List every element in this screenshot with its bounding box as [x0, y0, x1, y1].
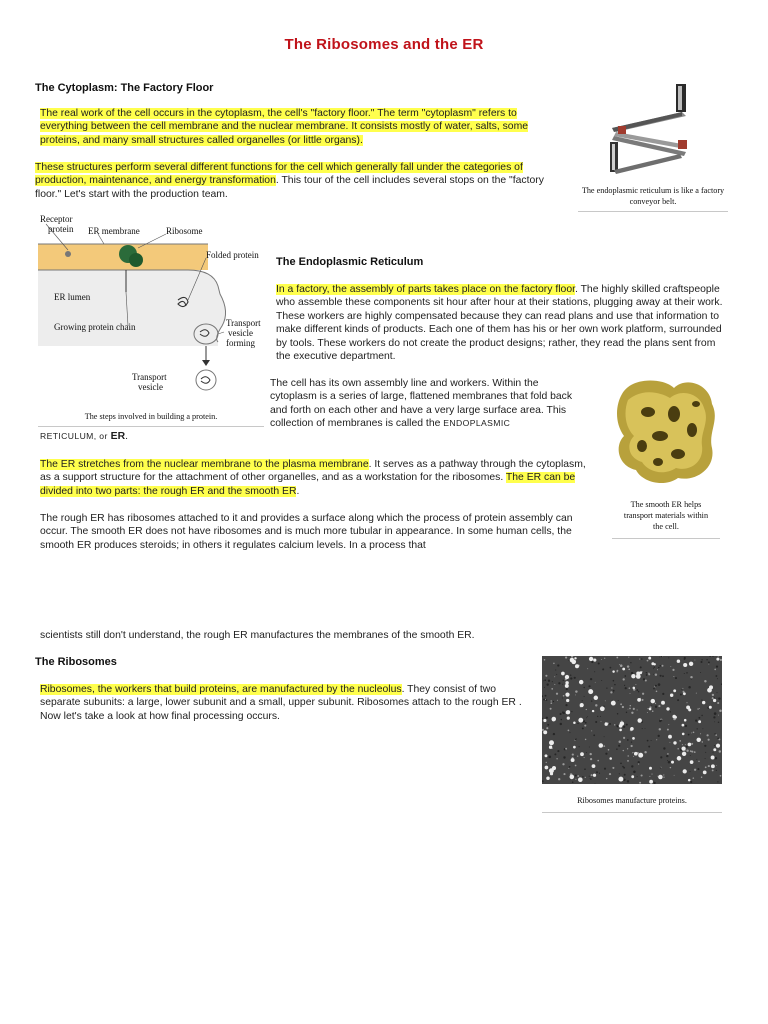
ribosome-particle [578, 718, 583, 723]
ribosome-particle [713, 699, 716, 702]
figure-caption: The smooth ER helps transport materials within the cell. [623, 500, 709, 531]
ribosome-particle [698, 720, 701, 723]
ribosome-particle [573, 746, 576, 749]
ribosome-particle [588, 689, 593, 694]
ribosome-particle [711, 756, 715, 760]
ribosome-particle [543, 719, 546, 722]
ribosome-particle [580, 752, 584, 756]
ribosome-particle [674, 716, 677, 719]
label-er-lumen: ER lumen [54, 292, 91, 302]
ribosome-particle [716, 658, 719, 661]
ribosome-particle [630, 727, 634, 731]
ribosome-particle [637, 718, 641, 722]
ribosome-particle [673, 689, 676, 692]
figure-conveyor-belt [578, 82, 728, 210]
label-folded-protein: Folded protein [206, 250, 259, 260]
label-vesicle-2: vesicle [138, 382, 163, 392]
cytoplasm-paragraph-1 [40, 107, 565, 147]
ribosome-particle [661, 701, 665, 705]
ribosome-particle [620, 721, 624, 725]
ribosome-particle [594, 696, 598, 700]
er-paragraph-1: In a factory, the assembly of parts takes place on the factory floor. The highly skilled craftspeople who assemble these components sit hour after hour at their stations, plugging away at their work. These workers are highly compensated because they can read plans and use that information to make different kinds of products. Each one of them has his or her own work platform, surrounded by tools. These workers do not create the product designs; rather, they read the plans sent from the executive department. [276, 284, 723, 363]
ribosome-particle [631, 674, 635, 678]
ribosome-particle [580, 703, 584, 707]
ribosome-particle [589, 657, 593, 661]
ribosome-particle [683, 692, 686, 695]
ribosome-particle [682, 752, 686, 756]
ribosome-particle [649, 780, 653, 784]
label-ribosome: Ribosome [166, 226, 203, 236]
ribosome-particle [550, 772, 553, 775]
highlight: In a factory, the assembly of parts takes place on the factory floor [276, 284, 575, 295]
highlight: Ribosomes, the workers that build proteins, are manufactured by the nucleolus [40, 684, 402, 695]
ribosome-particle [682, 724, 685, 727]
ribosome-particle [709, 706, 712, 709]
ribosome-particle [651, 699, 655, 703]
ribosome-particle [619, 729, 622, 732]
ribosome-particle [649, 767, 652, 770]
ribosome-particle [688, 743, 692, 747]
ribosome-particle [690, 760, 694, 764]
ribosome-particle [622, 668, 625, 671]
ribosome-particle [636, 674, 641, 679]
ribosome-particle [671, 761, 674, 764]
ribosome-particle [688, 708, 691, 711]
ribosome-particle [633, 687, 636, 690]
ribosome-particle [565, 681, 568, 684]
ribosome-particle [688, 779, 691, 782]
ribosome-particle [546, 777, 550, 781]
ribosome-particle [571, 758, 575, 762]
ribosome-particle [632, 737, 635, 740]
ribosome-particle [612, 670, 614, 672]
ribosome-particle [668, 735, 672, 739]
ribosome-particle [677, 659, 680, 662]
ribosome-particle [573, 722, 576, 725]
ribosome-particle [565, 692, 569, 696]
ribosome-particle [611, 701, 616, 706]
er-paragraph-2: The cell has its own assembly line and workers. Within the cytoplasm is a series of large, flattened membranes that fold back and forth on each other and have a very large surface area. This collection of membranes is called the ENDOPLASMIC [270, 378, 573, 430]
ribosome-particle [649, 708, 652, 711]
ribosome-particle [592, 764, 596, 768]
ribosome-particle [574, 657, 576, 659]
ribosome-particle [631, 775, 634, 778]
ribosome-particle [561, 672, 565, 676]
er-paragraph-3: The ER stretches from the nuclear membrane to the plasma membrane. It serves as a pathway through the cytoplasm, as a support structure for the attachment of other organelles, and as a workstation for the ribosomes. The ER can be divided into two parts: the rough ER and the smooth ER. [40, 459, 586, 497]
ribosome-particle [578, 777, 583, 782]
page-title: The Ribosomes and the ER [284, 36, 484, 53]
ribosome-particle [713, 748, 716, 751]
ribosome-particle [549, 745, 552, 748]
protein-assembly-diagram [38, 214, 264, 406]
er-paragraph-2-end: RETICULUM, or ER. [40, 431, 128, 442]
ribosome-particle [570, 658, 574, 662]
figure-smooth-er [612, 374, 720, 542]
ribosomes-micrograph [542, 656, 722, 784]
conveyor-belt-illustration [578, 82, 728, 178]
figure-ribosomes [542, 656, 722, 814]
ribosome-particle [648, 657, 651, 660]
ribosome-particle [543, 730, 547, 734]
ribosome-particle [658, 775, 663, 780]
caption-divider [542, 812, 722, 813]
ribosome-particle [618, 777, 623, 782]
ribosome-particle [609, 757, 612, 760]
ribosome-particle [545, 754, 548, 757]
ribosome-particle [673, 741, 676, 744]
cytoplasm-heading: The Cytoplasm: The Factory Floor [35, 82, 214, 94]
ribosome-particle [702, 701, 705, 704]
ribosome-particle [579, 680, 583, 684]
ribosome-particle [565, 675, 569, 679]
cytoplasm-paragraph-2: These structures perform several different functions for the cell which generally fall under the categories of production, maintenance, and energy transformation. This tour of the cell includes several stops on the "factory floor." Let's start with the production team. [35, 162, 544, 200]
label-forming: forming [226, 338, 255, 348]
figure-protein-steps [38, 214, 264, 430]
figure-caption: The steps involved in building a protein. [84, 412, 218, 421]
highlight: These structures perform several different functions for the cell which generally fall under the categories of production, maintenance, and energy transformation [35, 162, 523, 187]
ribosome-particle [634, 752, 638, 756]
ribosome-particle [599, 743, 604, 748]
caption-divider [612, 538, 720, 539]
ribosome-particle [683, 769, 687, 773]
ribosome-particle [696, 738, 700, 742]
ribosome-particle [681, 746, 685, 750]
ribosome-particle [670, 694, 673, 697]
er-heading: The Endoplasmic Reticulum [276, 256, 424, 268]
ribosome-particle [545, 766, 549, 770]
term-reticulum: RETICULUM, or [40, 431, 108, 441]
ribosome-particle [716, 744, 720, 748]
ribosome-particle [703, 771, 707, 775]
caption-divider [578, 211, 728, 212]
figure-caption: The endoplasmic reticulum is like a factory conveyor belt. [581, 186, 725, 206]
label-growing-chain: Growing protein chain [54, 322, 136, 332]
ribosomes-heading: The Ribosomes [35, 656, 117, 668]
ribosome-particle [689, 662, 693, 666]
ribosome-particle [651, 662, 654, 665]
ribosome-particle [593, 659, 596, 662]
caption-divider [38, 426, 264, 427]
ribosome-particle [552, 718, 555, 721]
term-er: ER [110, 431, 126, 442]
label-transport: Transport [226, 318, 261, 328]
ribosome-particle [684, 719, 687, 722]
ribosome-particle [683, 663, 687, 667]
ribosome-particle [600, 706, 605, 711]
highlight: The ER stretches from the nuclear membrane to the plasma membrane [40, 459, 369, 470]
ribosome-particle [566, 710, 570, 714]
ribosome-particle [592, 710, 594, 712]
highlight: The ER can be divided into two parts: the rough ER and the smooth ER [40, 472, 576, 497]
highlight: The real work of the cell occurs in the cytoplasm, the cell's "factory floor." The term "cytoplasm" refers to everything between the cell membrane and the nuclear membrane. It consists mostly of water, salts, some proteins, and many small structures called organelles (or little organs). [40, 108, 529, 146]
ribosome-particle [639, 671, 642, 674]
term-endoplasmic: ENDOPLASMIC [443, 418, 511, 429]
ribosome-particle [682, 733, 685, 736]
ribosomes-paragraph: Ribosomes, the workers that build proteins, are manufactured by the nucleolus. They consist of two separate subunits: a large, lower subunit and a small, upper subunit. Ribosomes attach to the rough ER . Now let's take a look at how final processing occurs. [40, 684, 522, 722]
ribosome-particle [677, 756, 682, 761]
figure-caption: Ribosomes manufacture proteins. [577, 796, 687, 805]
ribosome-particle [575, 664, 579, 668]
label-er-membrane: ER membrane [88, 226, 140, 236]
ribosome-particle [566, 699, 569, 702]
ribosome-particle [565, 684, 569, 688]
label-vesicle: vesicle [228, 328, 253, 338]
er-paragraph-5: scientists still don't understand, the rough ER manufactures the membranes of the smooth ER. [40, 630, 475, 641]
er-paragraph-4: The rough ER has ribosomes attached to it and provides a surface along which the process of protein assembly can occur. The smooth ER does not have ribosomes and is much more tubular in appearance. In some human cells, the smooth ER produces steroids; in others it regulates calcium levels. In a process that [40, 513, 573, 551]
ribosome-particle [567, 717, 570, 720]
ribosome-particle [593, 774, 596, 777]
smooth-er-image [612, 374, 720, 490]
ribosome-particle [638, 753, 643, 758]
label-protein: protein [48, 224, 74, 234]
ribosome-particle [711, 764, 715, 768]
label-transport-2: Transport [132, 372, 167, 382]
ribosome-particle [637, 698, 641, 702]
ribosome-particle [666, 707, 669, 710]
ribosome-particle [605, 723, 608, 726]
label-receptor: Receptor [40, 214, 73, 224]
ribosome-particle [570, 775, 575, 780]
ribosome-particle [707, 688, 712, 693]
ribosome-particle [549, 740, 554, 745]
